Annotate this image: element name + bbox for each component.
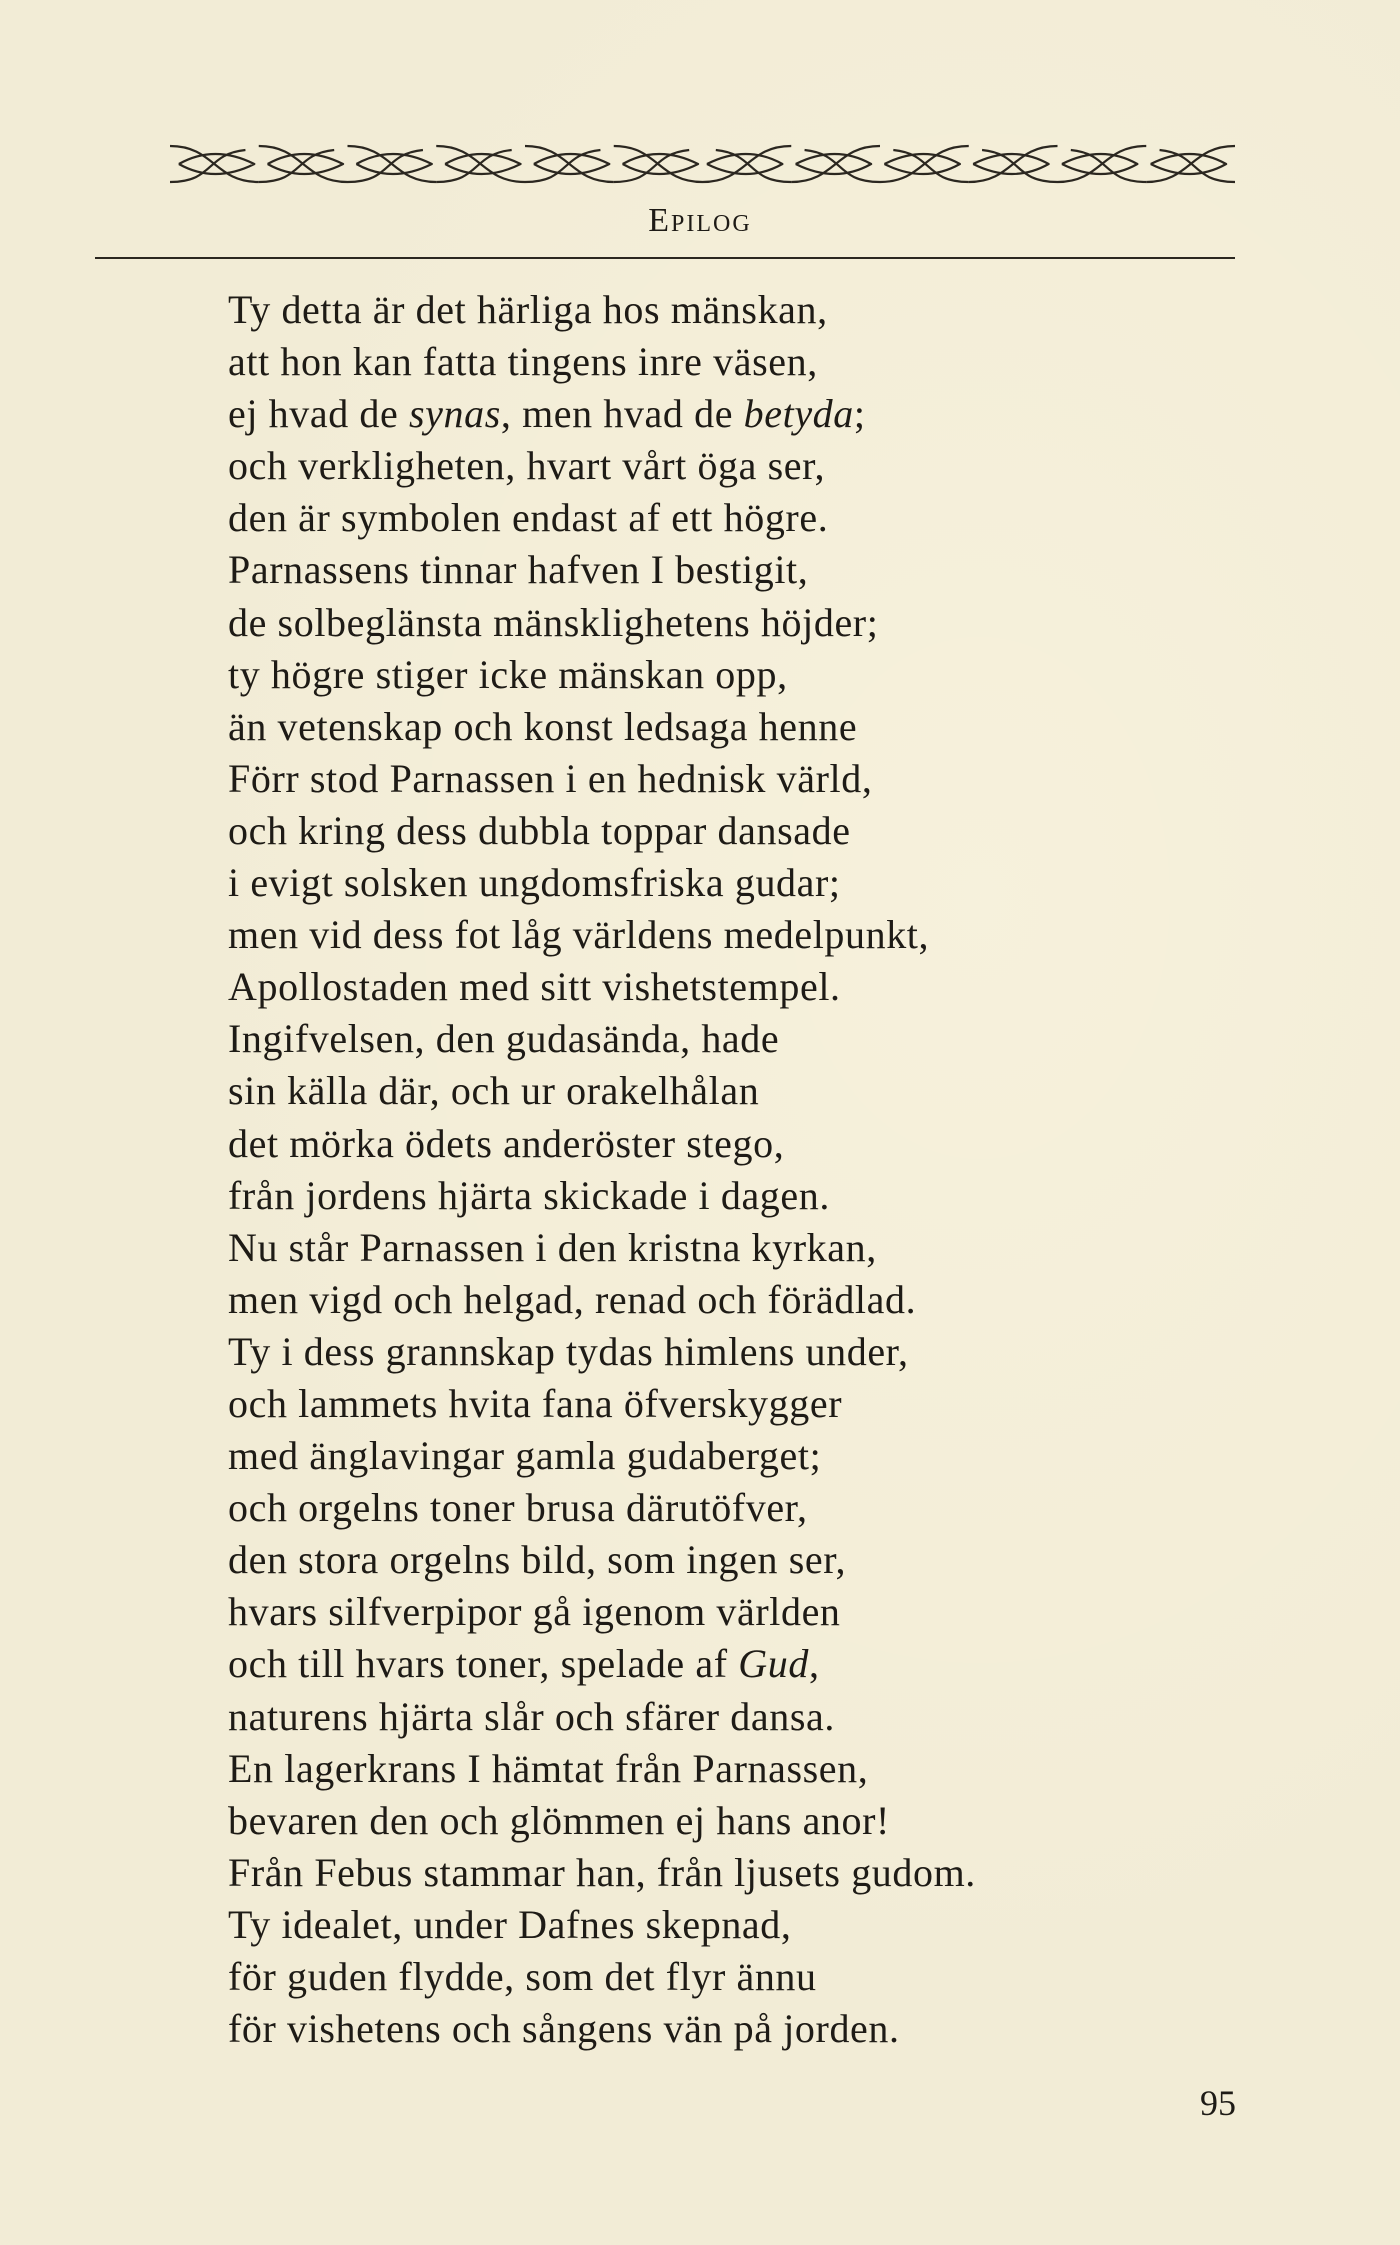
poem-line-text: och verkligheten, hvart vårt öga ser, bbox=[228, 443, 826, 489]
poem-line-text: En lagerkrans I hämtat från Parnassen, bbox=[228, 1745, 869, 1791]
poem-line bbox=[228, 492, 1228, 544]
poem-line-text: Ty i dess grannskap tydas himlens under, bbox=[228, 1328, 909, 1374]
poem-line-text: i evigt solsken ungdomsfriska gudar; bbox=[228, 860, 841, 906]
poem-line bbox=[228, 1430, 1228, 1482]
poem-line bbox=[228, 544, 1228, 596]
poem-line bbox=[228, 1638, 1228, 1690]
poem-line bbox=[228, 1847, 1228, 1899]
poem-line bbox=[228, 1482, 1228, 1534]
poem-line bbox=[228, 440, 1228, 492]
poem-line-text: Apollostaden med sitt vishetstempel. bbox=[228, 964, 841, 1010]
poem-line-text: Nu står Parnassen i den kristna kyrkan, bbox=[228, 1224, 877, 1270]
poem-line-italic-text: betyda bbox=[743, 391, 854, 437]
poem-line bbox=[228, 1065, 1228, 1117]
poem-line-text: men vid dess fot låg världens medelpunkt, bbox=[228, 912, 930, 958]
poem-line-text: med änglavingar gamla gudaberget; bbox=[228, 1433, 822, 1479]
decorative-ornament-band bbox=[170, 140, 1235, 188]
poem-line-italic-text: Gud bbox=[738, 1641, 809, 1687]
poem-line-text: bevaren den och glömmen ej hans anor! bbox=[228, 1797, 890, 1843]
poem-line-text: Ty detta är det härliga hos mänskan, bbox=[228, 287, 828, 332]
page-number: 95 bbox=[1200, 2083, 1236, 2123]
poem-line bbox=[228, 909, 1228, 961]
poem-line bbox=[228, 1586, 1228, 1638]
poem-line bbox=[228, 1222, 1228, 1274]
poem-line-text: och lammets hvita fana öfverskygger bbox=[228, 1380, 843, 1426]
poem-line-text: från jordens hjärta skickade i dagen. bbox=[228, 1172, 830, 1218]
poem-line bbox=[228, 1795, 1228, 1847]
poem-line-text: hvars silfverpipor gå igenom världen bbox=[228, 1589, 841, 1635]
poem-line-text: Förr stod Parnassen i en hednisk värld, bbox=[228, 755, 873, 801]
header-rule-divider bbox=[95, 257, 1235, 259]
poem-line bbox=[228, 2003, 1228, 2055]
poem-line bbox=[228, 1691, 1228, 1743]
poem-line bbox=[228, 1951, 1228, 2003]
poem-line-text: ej hvad de bbox=[228, 391, 409, 437]
poem-line-text: Från Febus stammar han, från ljusets gudom. bbox=[228, 1849, 976, 1895]
poem-line-text: naturens hjärta slår och sfärer dansa. bbox=[228, 1693, 835, 1739]
poem-line-text: ; bbox=[853, 391, 866, 437]
poem-line-text: ty högre stiger icke mänskan opp, bbox=[228, 651, 788, 697]
poem-line-text: än vetenskap och konst ledsaga henne bbox=[228, 703, 858, 749]
poem-line bbox=[228, 1899, 1228, 1951]
poem-line bbox=[228, 1170, 1228, 1222]
poem-line-italic-text: synas bbox=[408, 391, 501, 437]
poem-line bbox=[228, 1013, 1228, 1065]
poem-line bbox=[228, 1743, 1228, 1795]
poem-line-text: att hon kan fatta tingens inre väsen, bbox=[228, 339, 818, 385]
running-head-title: Epilog bbox=[648, 202, 752, 239]
poem-line bbox=[228, 805, 1228, 857]
poem-text bbox=[228, 284, 1228, 2055]
poem-line bbox=[228, 284, 1228, 336]
poem-line-text: och kring dess dubbla toppar dansade bbox=[228, 807, 851, 853]
poem-line-text: för vishetens och sångens vän på jorden. bbox=[228, 2006, 900, 2052]
poem-line bbox=[228, 336, 1228, 388]
poem-line-text: , bbox=[808, 1641, 820, 1687]
poem-line-text: Ty idealet, under Dafnes skepnad, bbox=[228, 1901, 792, 1947]
poem-line bbox=[228, 1378, 1228, 1430]
poem-line bbox=[228, 649, 1228, 701]
poem-line bbox=[228, 388, 1228, 440]
poem-line-text: det mörka ödets anderöster stego, bbox=[228, 1120, 785, 1166]
poem-line-text: de solbeglänsta mänsklighetens höjder; bbox=[228, 599, 879, 645]
poem-line-text: men vigd och helgad, renad och förädlad. bbox=[228, 1276, 917, 1322]
poem-line-text: och orgelns toner brusa därutöfver, bbox=[228, 1485, 808, 1531]
poem-line-text: den är symbolen endast af ett högre. bbox=[228, 495, 829, 541]
poem-line bbox=[228, 857, 1228, 909]
poem-line-text: för guden flydde, som det flyr ännu bbox=[228, 1954, 817, 1999]
poem-line bbox=[228, 597, 1228, 649]
poem-line bbox=[228, 701, 1228, 753]
poem-line bbox=[228, 1274, 1228, 1326]
poem-line-text: Parnassens tinnar hafven I bestigit, bbox=[228, 547, 809, 593]
poem-line-text: , men hvad de bbox=[500, 391, 744, 437]
poem-line bbox=[228, 961, 1228, 1013]
poem-line bbox=[228, 1118, 1228, 1170]
poem-line-text: den stora orgelns bild, som ingen ser, bbox=[228, 1537, 847, 1583]
poem-line-text: Ingifvelsen, den gudasända, hade bbox=[228, 1016, 780, 1062]
poem-line bbox=[228, 1326, 1228, 1378]
poem-line-text: och till hvars toner, spelade af bbox=[228, 1641, 739, 1687]
poem-line-text: sin källa där, och ur orakelhålan bbox=[228, 1068, 760, 1114]
poem-line bbox=[228, 753, 1228, 805]
poem-line bbox=[228, 1534, 1228, 1586]
